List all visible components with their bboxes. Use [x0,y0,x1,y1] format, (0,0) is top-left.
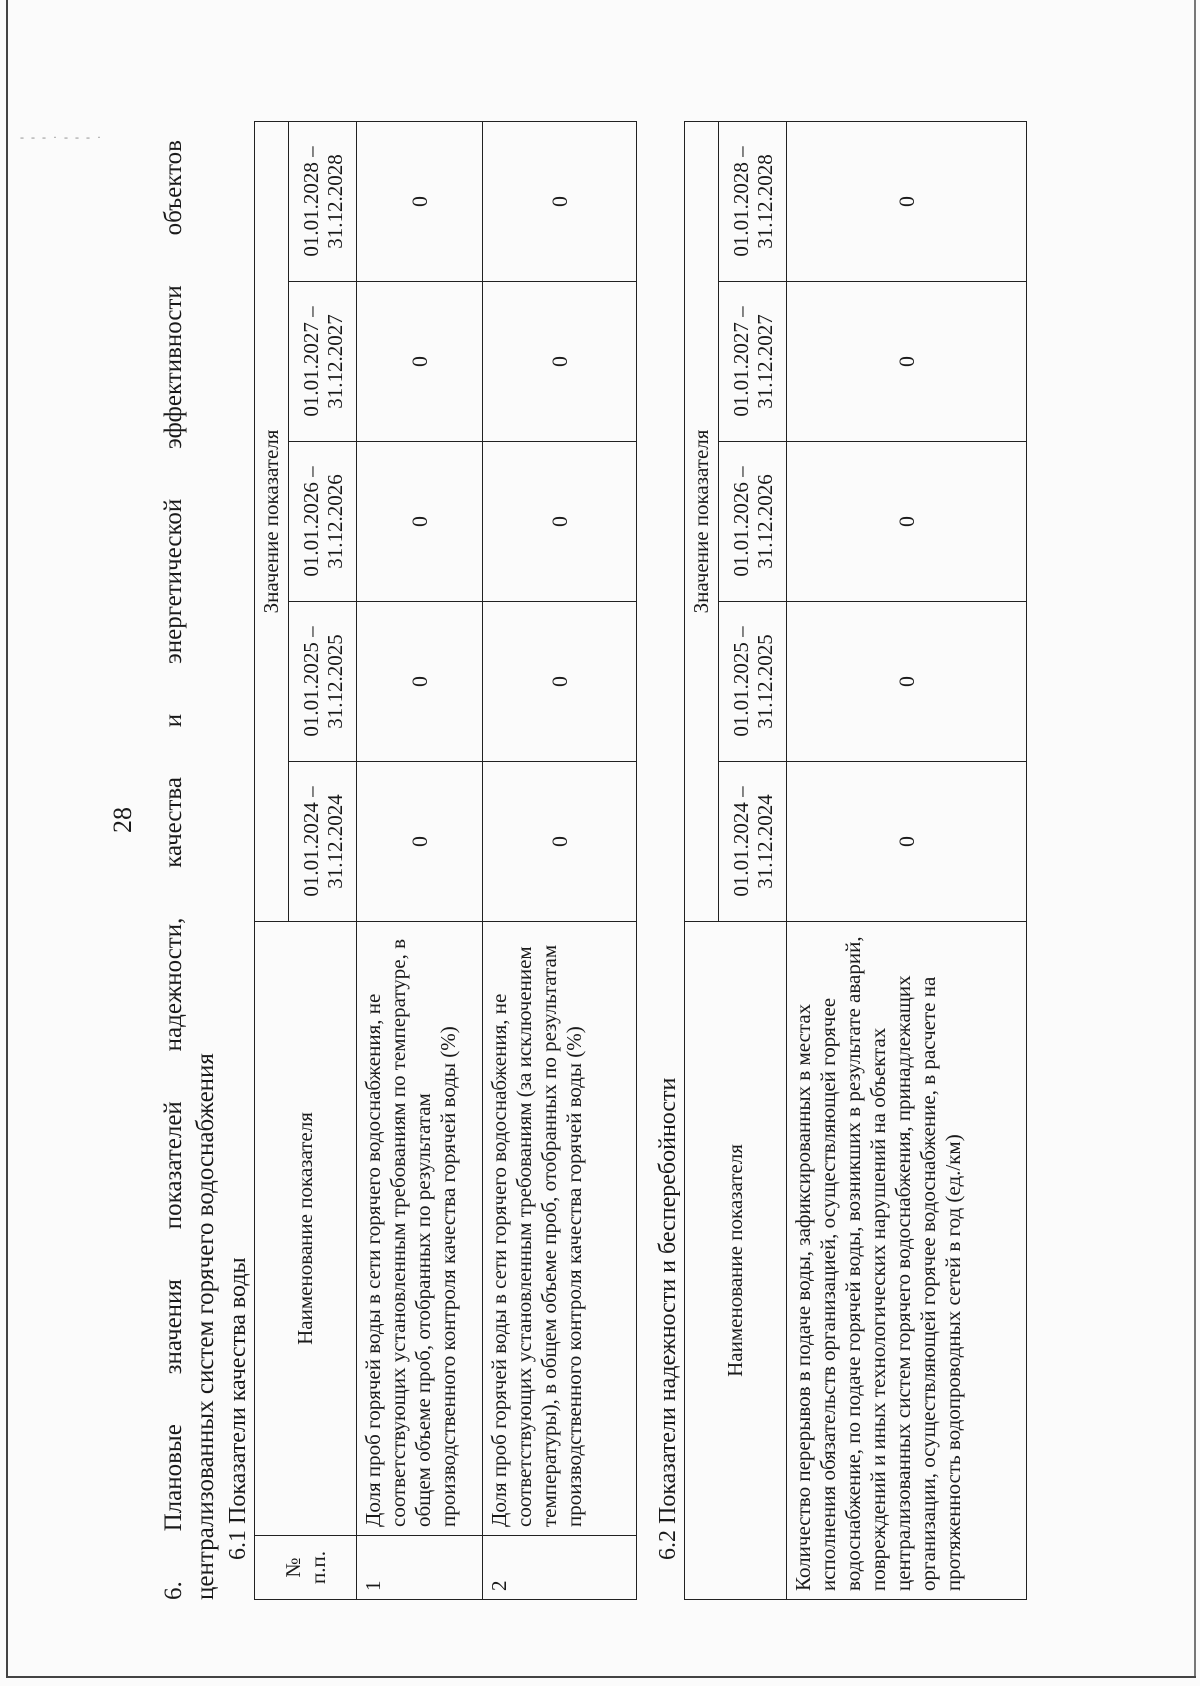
subsection-title-quality: 6.1 Показатели качества воды [225,1257,251,1560]
indicator-name: Доля проб горячей воды в сети горячего водоснабжения, не соответствующих установленным требованиям по температуре, в общем объеме проб, отобранных по результатам производственного контроля качества горячей воды (%) [357,922,483,1536]
indicator-value: 0 [357,762,483,922]
scan-noise: - - - · - - - · [20,130,103,144]
header-period: 01.01.2024 – 31.12.2024 [719,762,787,922]
table-row [357,121,483,1599]
indicator-value: 0 [483,762,637,922]
indicator-value: 0 [357,442,483,602]
header-period: 01.01.2024 – 31.12.2024 [289,762,357,922]
indicator-value: 0 [483,121,637,281]
header-period: 01.01.2026 – 31.12.2026 [719,442,787,602]
header-period: 01.01.2028 – 31.12.2028 [289,121,357,281]
indicator-value: 0 [357,121,483,281]
indicator-value: 0 [357,602,483,762]
indicator-value: 0 [483,282,637,442]
header-indicator-name: Наименование показателя [255,922,357,1536]
header-period: 01.01.2028 – 31.12.2028 [719,121,787,281]
indicator-value: 0 [483,442,637,602]
header-period: 01.01.2025 – 31.12.2025 [289,602,357,762]
quality-table [254,121,637,1600]
indicator-value: 0 [787,442,1027,602]
table-row [483,121,637,1599]
header-period: 01.01.2027 – 31.12.2027 [289,282,357,442]
page-number: 28 [108,807,137,833]
indicator-value: 0 [787,282,1027,442]
header-indicator-value: Значение показателя [255,121,289,921]
indicator-name: Доля проб горячей воды в сети горячего водоснабжения, не соответствующих установленным требованиям (за исключением температуры), в общем объеме проб, отобранных по результатам производственного контроля качества горячей воды (%) [483,922,637,1536]
indicator-value: 0 [787,762,1027,922]
table-row [787,121,1027,1599]
scan-edge [1194,0,1196,1676]
section-heading: 6. Плановые значения показателей надежности, качества и энергетической эффективности объектов [160,140,187,1600]
subsection-title-reliability: 6.2 Показатели надежности и бесперебойности [655,1077,681,1560]
document-page [90,40,1130,1600]
header-period: 01.01.2025 – 31.12.2025 [719,602,787,762]
header-period: 01.01.2027 – 31.12.2027 [719,282,787,442]
row-number: 2 [483,1536,637,1600]
header-number: № п.п. [255,1536,357,1600]
reliability-table [684,121,1027,1600]
header-indicator-value: Значение показателя [685,121,719,921]
indicator-value: 0 [357,282,483,442]
indicator-value: 0 [787,121,1027,281]
row-number: 1 [357,1536,483,1600]
section-heading-line2: централизованных систем горячего водоснабжения [192,1053,219,1600]
indicator-name: Количество перерывов в подаче воды, зафиксированных в местах исполнения обязательств организацией, осуществляющей горячее водоснабжение, по подаче горячей воды, возникших в результате аварий, повреждений и иных технологических нарушений на объектах централизованных систем горячего водоснабжения, принадлежащих организации, осуществляющей горячее водоснабжение, в расчете на протяженность водопроводных сетей в год (ед./км) [787,922,1027,1600]
header-period: 01.01.2026 – 31.12.2026 [289,442,357,602]
header-indicator-name: Наименование показателя [685,922,787,1600]
indicator-value: 0 [787,602,1027,762]
indicator-value: 0 [483,602,637,762]
